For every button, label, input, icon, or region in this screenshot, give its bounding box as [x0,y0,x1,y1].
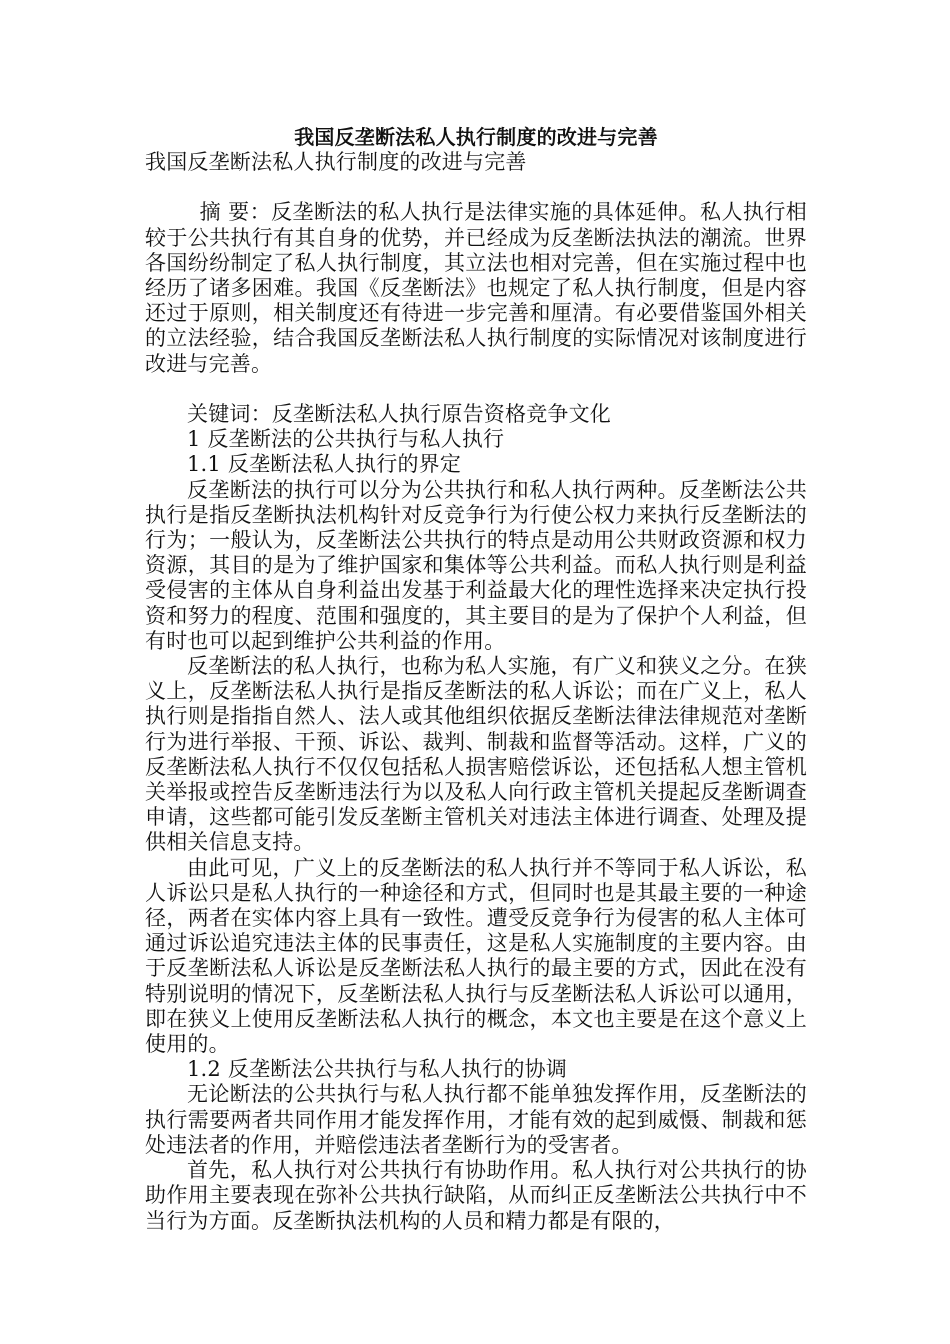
document-subtitle: 我国反垄断法私人执行制度的改进与完善 [145,150,527,174]
section-heading-1-2: 1.2 反垄断法公共执行与私人执行的协调 [187,1057,568,1082]
body-paragraph-5: 首先，私人执行对公共执行有协助作用。私人执行对公共执行的协助作用主要表现在弥补公共执行缺陷，从而纠正反垄断法公共执行中不当行为方面。反垄断执法机构的人员和精力都是有限的， [145,1158,807,1233]
abstract-paragraph: 摘 要：反垄断法的私人执行是法律实施的具体延伸。私人执行相较于公共执行有其自身的优势，并已经成为反垄断法执法的潮流。世界各国纷纷制定了私人执行制度，其立法也相对完善，但在实施过程中也经历了诸多困难。我国《反垄断法》也规定了私人执行制度，但是内容还过于原则，相关制度还有待进一步完善和厘清。有必要借鉴国外相关的立法经验，结合我国反垄断法私人执行制度的实际情况对该制度进行改进与完善。 [145,200,807,376]
body-paragraph-1: 反垄断法的执行可以分为公共执行和私人执行两种。反垄断法公共执行是指反垄断执法机构针对反竞争行为行使公权力来执行反垄断法的行为；一般认为，反垄断法公共执行的特点是动用公共财政资源和权力资源，其目的是为了维护国家和集体等公共利益。而私人执行则是利益受侵害的主体从自身利益出发基于利益最大化的理性选择来决定执行投资和努力的程度、范围和强度的，其主要目的是为了保护个人利益，但有时也可以起到维护公共利益的作用。 [145,477,807,653]
body-paragraph-4: 无论断法的公共执行与私人执行都不能单独发挥作用，反垄断法的执行需要两者共同作用才能发挥作用，才能有效的起到威慑、制裁和惩处违法者的作用，并赔偿违法者垄断行为的受害者。 [145,1082,807,1157]
body-paragraph-3: 由此可见，广义上的反垄断法的私人执行并不等同于私人诉讼，私人诉讼只是私人执行的一种途径和方式，但同时也是其最主要的一种途径，两者在实体内容上具有一致性。遭受反竞争行为侵害的私人主体可通过诉讼追究违法主体的民事责任，这是私人实施制度的主要内容。由于反垄断法私人诉讼是反垄断法私人执行的最主要的方式，因此在没有特别说明的情况下，反垄断法私人执行与反垄断法私人诉讼可以通用，即在狭义上使用反垄断法私人执行的概念，本文也主要是在这个意义上使用的。 [145,855,807,1057]
document-title: 我国反垄断法私人执行制度的改进与完善 [294,125,658,149]
document-page [145,124,807,1234]
section-heading-1: 1 反垄断法的公共执行与私人执行 [187,427,505,452]
body-paragraph-2: 反垄断法的私人执行，也称为私人实施，有广义和狭义之分。在狭义上，反垄断法私人执行是指反垄断法的私人诉讼；而在广义上，私人执行则是指指自然人、法人或其他组织依据反垄断法律法律规范对垄断行为进行举报、干预、诉讼、裁判、制裁和监督等活动。这样，广义的反垄断法私人执行不仅仅包括私人损害赔偿诉讼，还包括私人想主管机关举报或控告反垄断违法行为以及私人向行政主管机关提起反垄断调查申请，这些都可能引发反垄断主管机关对违法主体进行调查、处理及提供相关信息支持。 [145,654,807,855]
blank-line [145,175,807,200]
keywords-line: 关键词：反垄断法私人执行原告资格竞争文化 [187,402,611,426]
blank-line [145,377,807,402]
section-heading-1-1: 1.1 反垄断法私人执行的界定 [187,452,462,477]
